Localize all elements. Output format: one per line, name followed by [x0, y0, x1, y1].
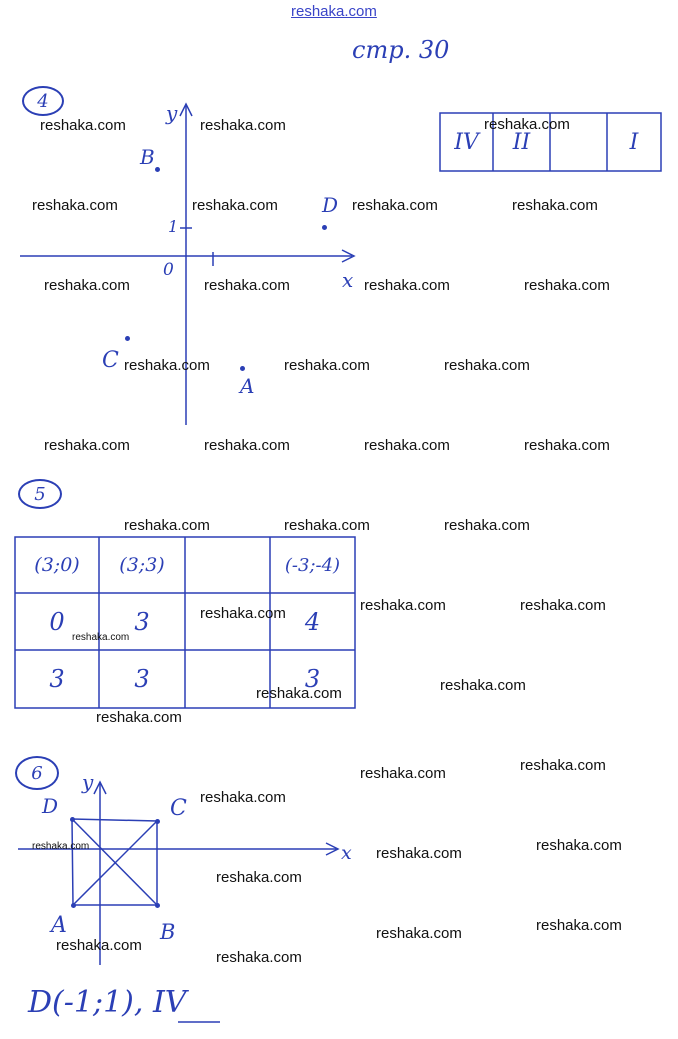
watermark: reshaka.com [32, 841, 90, 852]
watermark: reshaka.com [524, 437, 610, 454]
t4-point-label-c: C [102, 348, 119, 373]
t4-point-label-a: A [240, 374, 255, 398]
task5-number: 5 [18, 479, 62, 509]
t6-vertex-label-b: B [160, 920, 176, 944]
watermark: reshaka.com [204, 277, 290, 294]
watermark: reshaka.com [44, 277, 130, 294]
t5-cell: 0 [49, 607, 65, 636]
watermark: reshaka.com [376, 925, 462, 942]
t6-vertex-d [70, 817, 75, 822]
t6-vertex-c [155, 819, 160, 824]
t6-diagonal [72, 819, 157, 905]
watermark: reshaka.com [284, 517, 370, 534]
t5-cell: (3;0) [34, 554, 80, 576]
watermark: reshaka.com [536, 837, 622, 854]
watermark: reshaka.com [56, 937, 142, 954]
watermark: reshaka.com [284, 357, 370, 374]
t4-origin-label: 0 [163, 260, 174, 280]
t6-vertex-a [71, 903, 76, 908]
t5-cell [185, 537, 270, 593]
t6-x-label: x [341, 842, 352, 864]
watermark: reshaka.com [444, 357, 530, 374]
watermark: reshaka.com [440, 677, 526, 694]
t4-point-b [155, 167, 160, 172]
t4-y-label: y [166, 101, 178, 125]
watermark: reshaka.com [44, 437, 130, 454]
t6-vertex-b [155, 903, 160, 908]
t5-cell: 3 [304, 665, 321, 693]
watermark: reshaka.com [520, 597, 606, 614]
watermark: reshaka.com [192, 197, 278, 214]
task6-number: 6 [15, 756, 59, 790]
watermark: reshaka.com [40, 117, 126, 134]
watermark: reshaka.com [512, 197, 598, 214]
watermark: reshaka.com [72, 632, 130, 643]
t4-quadrant-cell: IV [454, 129, 479, 155]
t6-answer: D(-1;1), IV [28, 985, 187, 1020]
t6-vertex-label-c: C [170, 796, 187, 821]
t4-quadrant-cell: II [512, 129, 531, 155]
watermark: reshaka.com [364, 437, 450, 454]
watermark: reshaka.com [124, 357, 210, 374]
t4-point-label-b: B [140, 145, 155, 169]
t5-cell: 3 [49, 665, 65, 693]
watermark: reshaka.com [200, 789, 286, 806]
watermark: reshaka.com [520, 757, 606, 774]
watermark: reshaka.com [256, 685, 342, 702]
t5-cell: 3 [134, 665, 150, 693]
t4-unit-label: 1 [168, 217, 179, 236]
watermark: reshaka.com [360, 597, 446, 614]
site-link[interactable]: reshaka.com [291, 3, 377, 20]
t4-quadrant-cell: I [629, 129, 639, 155]
watermark: reshaka.com [364, 277, 450, 294]
t5-cell: 4 [304, 607, 321, 636]
t4-point-c [125, 336, 130, 341]
watermark: reshaka.com [352, 197, 438, 214]
t5-cell: (3;3) [119, 554, 165, 576]
t4-x-label: x [342, 268, 354, 292]
watermark: reshaka.com [216, 869, 302, 886]
watermark: reshaka.com [124, 517, 210, 534]
t6-vertex-label-a: A [51, 913, 67, 938]
watermark: reshaka.com [536, 917, 622, 934]
watermark: reshaka.com [376, 845, 462, 862]
watermark: reshaka.com [200, 605, 286, 622]
t6-vertex-label-d: D [42, 794, 59, 818]
t5-cell: (-3;-4) [284, 554, 341, 576]
watermark: reshaka.com [200, 117, 286, 134]
t6-y-label: y [82, 770, 94, 794]
watermark: reshaka.com [360, 765, 446, 782]
t4-point-a [240, 366, 245, 371]
watermark: reshaka.com [524, 277, 610, 294]
watermark: reshaka.com [96, 709, 182, 726]
page-label: стр. 30 [352, 36, 450, 64]
watermark: reshaka.com [204, 437, 290, 454]
watermark: reshaka.com [32, 197, 118, 214]
t5-cell: 3 [134, 607, 150, 636]
watermark: reshaka.com [444, 517, 530, 534]
task4-number: 4 [22, 86, 64, 116]
watermark: reshaka.com [484, 116, 570, 133]
watermark: reshaka.com [216, 949, 302, 966]
t4-point-label-d: D [322, 193, 339, 217]
t4-point-d [322, 225, 327, 230]
